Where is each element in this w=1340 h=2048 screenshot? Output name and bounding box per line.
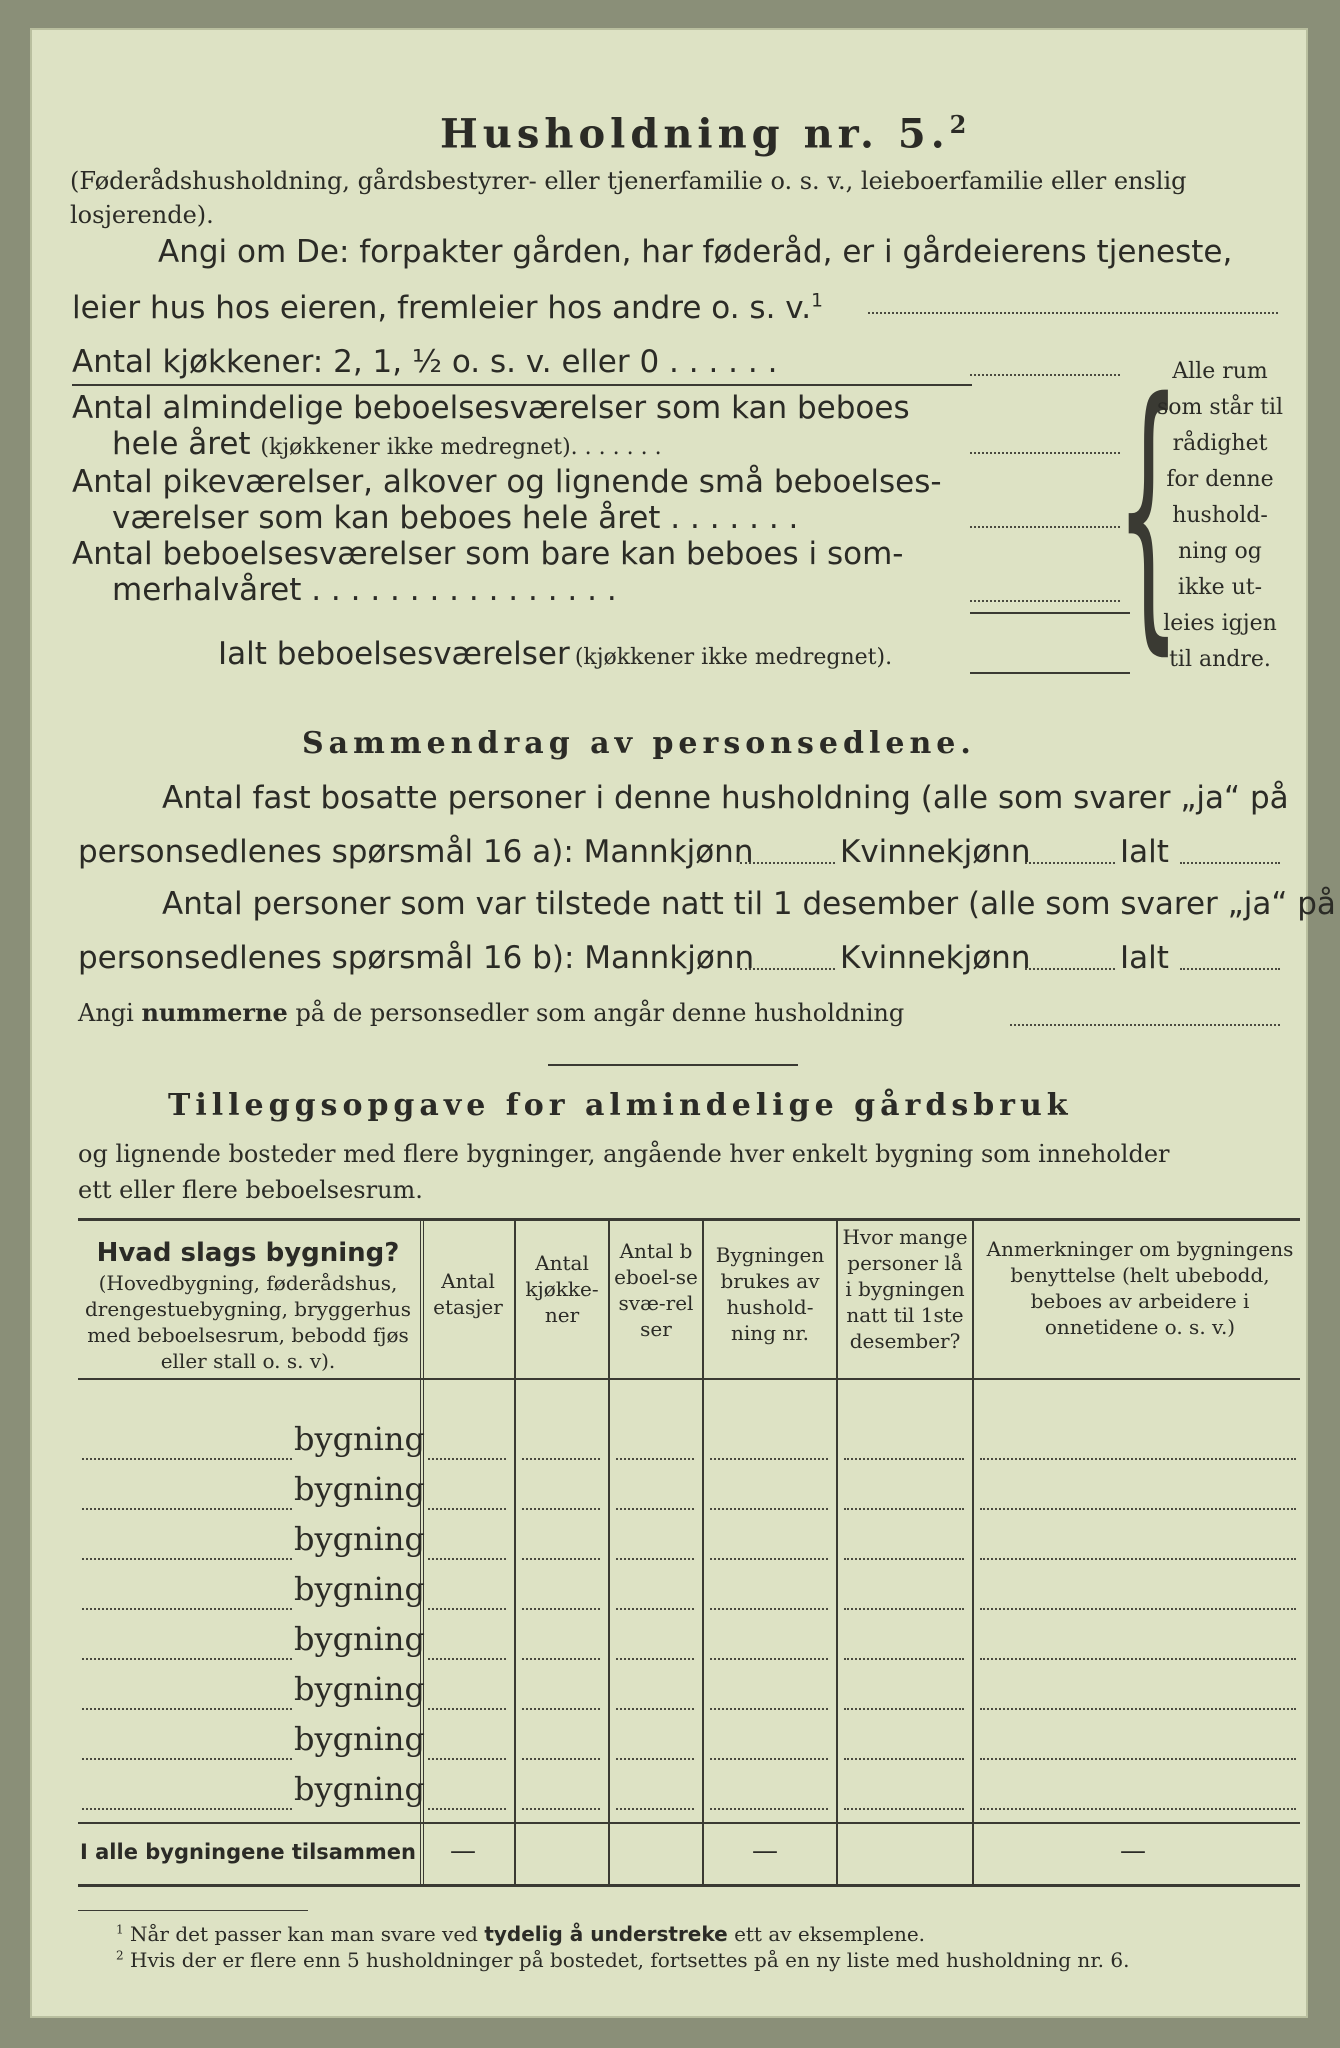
title-footnote-mark: 2: [949, 110, 972, 139]
ordinary-rooms-label-1: Antal almindelige beboelsesværelser som kan beboes: [72, 390, 910, 426]
table-cell-answer[interactable]: [844, 1508, 964, 1510]
building-type-answer[interactable]: [82, 1458, 292, 1460]
footnote-1-c: ett av eksemplene.: [734, 1922, 926, 1946]
side-note-line: for denne: [1166, 467, 1274, 492]
q2-female-answer[interactable]: [1025, 968, 1115, 970]
angi-line-2-text: leier hus hos eieren, fremleier hos andre o. s. v.: [72, 290, 812, 326]
table-cell-answer[interactable]: [710, 1708, 828, 1710]
table-cell-answer[interactable]: [522, 1508, 600, 1510]
row-label-bygning: bygning: [294, 1770, 425, 1808]
angi-line-1: Angi om De: forpakter gården, har føderåd, er i gårdeierens tjeneste,: [158, 234, 1233, 270]
table-cell-answer[interactable]: [844, 1808, 964, 1810]
table-cell-answer[interactable]: [844, 1608, 964, 1610]
col-header-persons: Hvor mange personer lå i bygningen natt til 1ste desember?: [842, 1225, 968, 1353]
table-cell-answer[interactable]: [980, 1708, 1296, 1710]
maid-rooms-label-1: Antal pikeværelser, alkover og lignende små beboelses-: [72, 464, 942, 500]
table-total-rule: [78, 1822, 1300, 1824]
supplement-heading: Tilleggsopgave for almindelige gårdsbruk: [168, 1088, 1073, 1123]
kitchens-underline: [72, 384, 972, 386]
numbers-label-c: på de personsedler som angår denne husholdning: [295, 999, 905, 1027]
table-bottom-rule: [78, 1884, 1300, 1887]
q1-male-answer[interactable]: [740, 862, 835, 864]
q2-male-answer[interactable]: [740, 968, 835, 970]
table-cell-answer[interactable]: [616, 1708, 694, 1710]
summer-rooms-label-2: merhalvåret . . . . . . . . . . . . . . . .: [112, 572, 617, 608]
footnote-1-a: Når det passer kan man svare ved: [130, 1922, 478, 1946]
table-cell-answer[interactable]: [844, 1708, 964, 1710]
side-note-line: ning og: [1178, 539, 1262, 564]
angi-line-2: [72, 290, 823, 326]
total-rooms-label: [218, 636, 892, 672]
col-header-kitchens: Antal kjøkke-ner: [525, 1251, 599, 1327]
building-type-answer[interactable]: [82, 1708, 292, 1710]
table-cell-answer[interactable]: [616, 1658, 694, 1660]
footnote-2: [116, 1948, 1129, 1972]
table-cell-answer[interactable]: [980, 1608, 1296, 1610]
table-cell-answer[interactable]: [522, 1658, 600, 1660]
ordinary-rooms-hele: hele året: [112, 426, 251, 462]
ordinary-rooms-note: (kjøkkener ikke medregnet). . . . . . .: [260, 435, 662, 460]
footnote-1-number: 1: [116, 1922, 124, 1937]
side-note-line: leies igjen: [1163, 611, 1277, 636]
total-remarks-dash: —: [1120, 1836, 1146, 1866]
q2-female-label: Kvinnekjønn: [840, 940, 1031, 976]
row-label-bygning: bygning: [294, 1720, 425, 1758]
row-label-bygning: bygning: [294, 1670, 425, 1708]
side-note-line: rådighet: [1172, 431, 1268, 456]
table-cell-answer[interactable]: [980, 1758, 1296, 1760]
table-cell-answer[interactable]: [522, 1708, 600, 1710]
maid-rooms-label-2: værelser som kan beboes hele året . . . . . . .: [112, 500, 799, 536]
total-floors-dash: —: [450, 1836, 476, 1866]
numbers-label: [78, 998, 904, 1027]
total-household-dash: —: [752, 1836, 778, 1866]
total-rooms-text: Ialt beboelsesværelser: [218, 636, 570, 672]
table-top-rule: [78, 1218, 1300, 1221]
table-cell-answer[interactable]: [710, 1508, 828, 1510]
summary-q1-line2: personsedlenes spørsmål 16 a): Mannkjønn: [78, 834, 754, 870]
col-header-building-title: Hvad slags bygning?: [96, 1238, 400, 1268]
table-cell-answer[interactable]: [980, 1508, 1296, 1510]
col-header-rooms: Antal beboel-sesvæ-relser: [614, 1239, 698, 1341]
table-cell-answer[interactable]: [616, 1558, 694, 1560]
summary-q1-line1: Antal fast bosatte personer i denne husholdning (alle som svarer „ja“ på: [162, 780, 1289, 816]
angi-footnote-mark: 1: [811, 290, 823, 312]
numbers-answer[interactable]: [1010, 1024, 1280, 1026]
side-note: [1150, 354, 1290, 678]
q2-total-label: Ialt: [1120, 940, 1169, 976]
col-header-building: [80, 1236, 416, 1374]
side-note-line: som står til: [1156, 395, 1284, 420]
summary-q2-line2: personsedlenes spørsmål 16 b): Mannkjønn: [78, 940, 755, 976]
footnote-2-number: 2: [116, 1948, 124, 1963]
row-label-bygning: bygning: [294, 1520, 425, 1558]
col-divider: [514, 1220, 516, 1884]
total-row-label: I alle bygningene tilsammen: [80, 1840, 416, 1864]
table-cell-answer[interactable]: [844, 1658, 964, 1660]
q1-female-label: Kvinnekjønn: [840, 834, 1031, 870]
table-cell-answer[interactable]: [522, 1608, 600, 1610]
col-divider: [608, 1220, 610, 1884]
maid-rooms-answer[interactable]: [970, 526, 1120, 528]
row-label-bygning: bygning: [294, 1570, 425, 1608]
kitchens-answer[interactable]: [970, 374, 1120, 376]
table-cell-answer[interactable]: [710, 1558, 828, 1560]
col-header-remarks: Anmerkninger om bygningens benyttelse (helt ubebodd, beboes av arbeidere i onnetidene o. s. v.): [986, 1237, 1294, 1339]
q1-female-answer[interactable]: [1025, 862, 1115, 864]
total-rooms-answer[interactable]: [970, 672, 1130, 674]
table-header-rule: [78, 1378, 1300, 1380]
side-note-line: ikke ut-: [1177, 575, 1263, 600]
summary-heading: Sammendrag av personsedlene.: [302, 726, 976, 761]
ordinary-rooms-label-2: [112, 426, 662, 462]
table-cell-answer[interactable]: [844, 1458, 964, 1460]
numbers-label-b: nummerne: [141, 998, 288, 1027]
table-cell-answer[interactable]: [428, 1658, 506, 1660]
brace: {: [1116, 342, 1181, 679]
table-cell-answer[interactable]: [428, 1808, 506, 1810]
section-divider: [548, 1064, 798, 1066]
table-cell-answer[interactable]: [710, 1658, 828, 1660]
table-cell-answer[interactable]: [844, 1558, 964, 1560]
footnote-1: [116, 1922, 925, 1946]
table-cell-answer[interactable]: [980, 1558, 1296, 1560]
summary-q2-line1: Antal personer som var tilstede natt til 1 desember (alle som svarer „ja“ på: [162, 886, 1336, 922]
col-header-household: Bygningen brukes av hushold-ning nr.: [715, 1243, 825, 1345]
table-cell-answer[interactable]: [522, 1458, 600, 1460]
supplement-sub-2: ett eller flere beboelsesrum.: [78, 1176, 423, 1204]
summer-sum-line: [970, 612, 1130, 614]
table-cell-answer[interactable]: [710, 1808, 828, 1810]
table-cell-answer[interactable]: [428, 1508, 506, 1510]
row-label-bygning: bygning: [294, 1470, 425, 1508]
summer-rooms-label-1: Antal beboelsesværelser som bare kan beboes i som-: [72, 536, 904, 572]
kitchens-label: Antal kjøkkener: 2, 1, ½ o. s. v. eller 0 . . . . . .: [72, 344, 778, 380]
building-type-answer[interactable]: [82, 1808, 292, 1810]
side-note-line: Alle rum: [1172, 359, 1268, 384]
col-divider: [836, 1220, 838, 1884]
side-note-line: hushold-: [1172, 503, 1268, 528]
angi-answer-line[interactable]: [868, 312, 1278, 314]
form-title: [440, 110, 971, 157]
row-label-bygning: bygning: [294, 1620, 425, 1658]
q1-total-answer[interactable]: [1180, 862, 1280, 864]
table-cell-answer[interactable]: [980, 1658, 1296, 1660]
supplement-sub-1: og lignende bosteder med flere bygninger, angående hver enkelt bygning som inneholder: [78, 1140, 1170, 1168]
footnote-1-b: tydelig å understreke: [484, 1922, 728, 1946]
table-cell-answer[interactable]: [428, 1458, 506, 1460]
col-header-floors: Antal etasjer: [433, 1269, 503, 1319]
numbers-label-a: Angi: [78, 999, 134, 1027]
building-type-answer[interactable]: [82, 1558, 292, 1560]
building-type-answer[interactable]: [82, 1508, 292, 1510]
table-cell-answer[interactable]: [428, 1558, 506, 1560]
q2-total-answer[interactable]: [1180, 968, 1280, 970]
ordinary-rooms-answer[interactable]: [970, 452, 1120, 454]
table-cell-answer[interactable]: [616, 1458, 694, 1460]
table-cell-answer[interactable]: [522, 1808, 600, 1810]
q1-total-label: Ialt: [1120, 834, 1169, 870]
intro-text: (Føderådshusholdning, gårdsbestyrer- eller tjenerfamilie o. s. v., leieboerfamilie eller enslig losjerende).: [70, 167, 1187, 229]
col-header-building-sub: (Hovedbygning, føderådshus, drengestuebygning, bryggerhus med beboelsesrum, bebodd fjøs eller stall o. s. v).: [84, 1271, 411, 1373]
table-cell-answer[interactable]: [616, 1508, 694, 1510]
building-type-answer[interactable]: [82, 1758, 292, 1760]
table-cell-answer[interactable]: [980, 1458, 1296, 1460]
table-cell-answer[interactable]: [522, 1758, 600, 1760]
table-cell-answer[interactable]: [428, 1758, 506, 1760]
table-cell-answer[interactable]: [428, 1708, 506, 1710]
title-text: Husholdning nr. 5.: [440, 110, 950, 158]
table-cell-answer[interactable]: [616, 1608, 694, 1610]
table-cell-answer[interactable]: [710, 1608, 828, 1610]
form-sheet: [30, 28, 1336, 2018]
row-label-bygning: bygning: [294, 1420, 425, 1458]
table-cell-answer[interactable]: [980, 1808, 1296, 1810]
building-type-answer[interactable]: [82, 1608, 292, 1610]
table-cell-answer[interactable]: [710, 1758, 828, 1760]
col-divider: [972, 1220, 974, 1884]
table-cell-answer[interactable]: [710, 1458, 828, 1460]
table-cell-answer[interactable]: [428, 1608, 506, 1610]
side-note-line: til andre.: [1169, 647, 1271, 672]
col-divider: [702, 1220, 704, 1884]
building-type-answer[interactable]: [82, 1658, 292, 1660]
footnote-2-text: Hvis der er flere enn 5 husholdninger på bostedet, fortsettes på en ny liste med husholdning nr. 6.: [130, 1948, 1130, 1972]
table-cell-answer[interactable]: [522, 1558, 600, 1560]
total-rooms-note: (kjøkkener ikke medregnet).: [574, 645, 893, 670]
table-cell-answer[interactable]: [616, 1758, 694, 1760]
table-cell-answer[interactable]: [616, 1808, 694, 1810]
footnote-rule: [78, 1910, 308, 1911]
summer-rooms-answer[interactable]: [970, 600, 1120, 602]
table-cell-answer[interactable]: [844, 1758, 964, 1760]
